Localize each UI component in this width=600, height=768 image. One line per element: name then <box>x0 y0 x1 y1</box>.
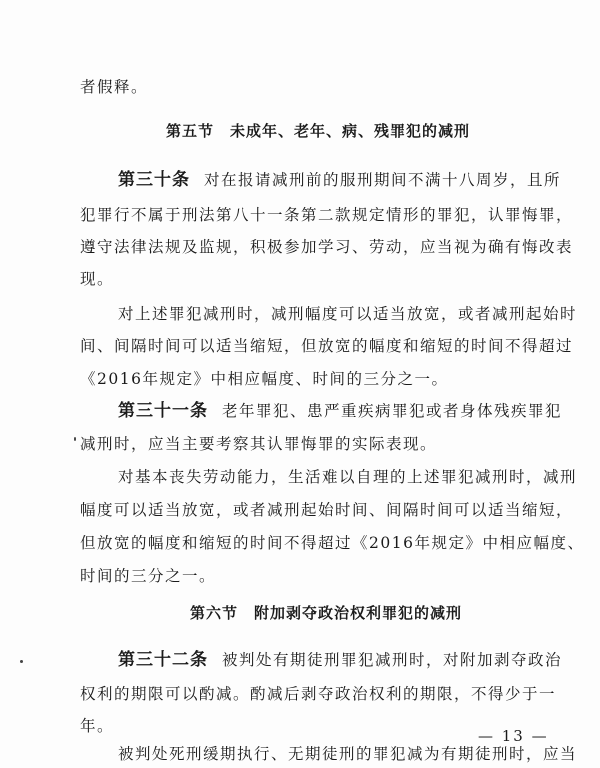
section-heading: 第五节 未成年、老年、病、残罪犯的减刑 <box>166 122 471 140</box>
scan-speck <box>20 660 23 663</box>
article-line <box>118 170 561 190</box>
section-heading: 第六节 附加剥夺政治权利罪犯的减刑 <box>190 604 463 622</box>
article-text: 被判处有期徒刑罪犯减刑时，对附加剥夺政治 <box>222 651 563 669</box>
text-line: 年。 <box>80 717 115 735</box>
text-line: 《2016年规定》中相应幅度、时间的三分之一。 <box>80 370 449 388</box>
text-line: 对基本丧失劳动能力，生活难以自理的上述罪犯减刑时，减刑 <box>118 468 578 486</box>
text-line: 但放宽的幅度和缩短的时间不得超过《2016年规定》中相应幅度、 <box>80 534 585 552</box>
text-line: 权利的期限可以酌减。酌减后剥夺政治权利的期限，不得少于一 <box>80 685 557 703</box>
article-text: 老年罪犯、患严重疾病罪犯或者身体残疾罪犯 <box>222 402 563 420</box>
article-line <box>118 401 562 421</box>
text-line: 间、间隔时间可以适当缩短，但放宽的幅度和缩短的时间不得超过 <box>80 337 574 355</box>
text-line: 时间的三分之一。 <box>80 567 217 585</box>
text-line: 者假释。 <box>80 78 149 96</box>
article-number: 第三十条 <box>118 170 190 190</box>
article-number: 第三十二条 <box>118 650 208 670</box>
text-line: 被判处死刑缓期执行、无期徒刑的罪犯减为有期徒刑时，应当 <box>118 745 578 763</box>
article-line <box>118 650 562 670</box>
text-line: 现。 <box>80 270 115 288</box>
text-line: 减刑时，应当主要考察其认罪悔罪的实际表现。 <box>80 435 438 453</box>
page-number: — 13 — <box>478 727 549 745</box>
text-line: 遵守法律法规及监规，积极参加学习、劳动，应当视为确有悔改表 <box>80 238 574 256</box>
text-line: 幅度可以适当放宽，或者减刑起始时间、间隔时间可以适当缩短， <box>80 501 574 519</box>
text-line: 对上述罪犯减刑时，减刑幅度可以适当放宽，或者减刑起始时 <box>118 305 578 323</box>
text-line: 犯罪行不属于刑法第八十一条第二款规定情形的罪犯，认罪悔罪， <box>80 206 574 224</box>
article-text: 对在报请减刑前的服刑期间不满十八周岁，且所 <box>204 171 562 189</box>
article-number: 第三十一条 <box>118 401 208 421</box>
scan-speck <box>74 437 76 441</box>
